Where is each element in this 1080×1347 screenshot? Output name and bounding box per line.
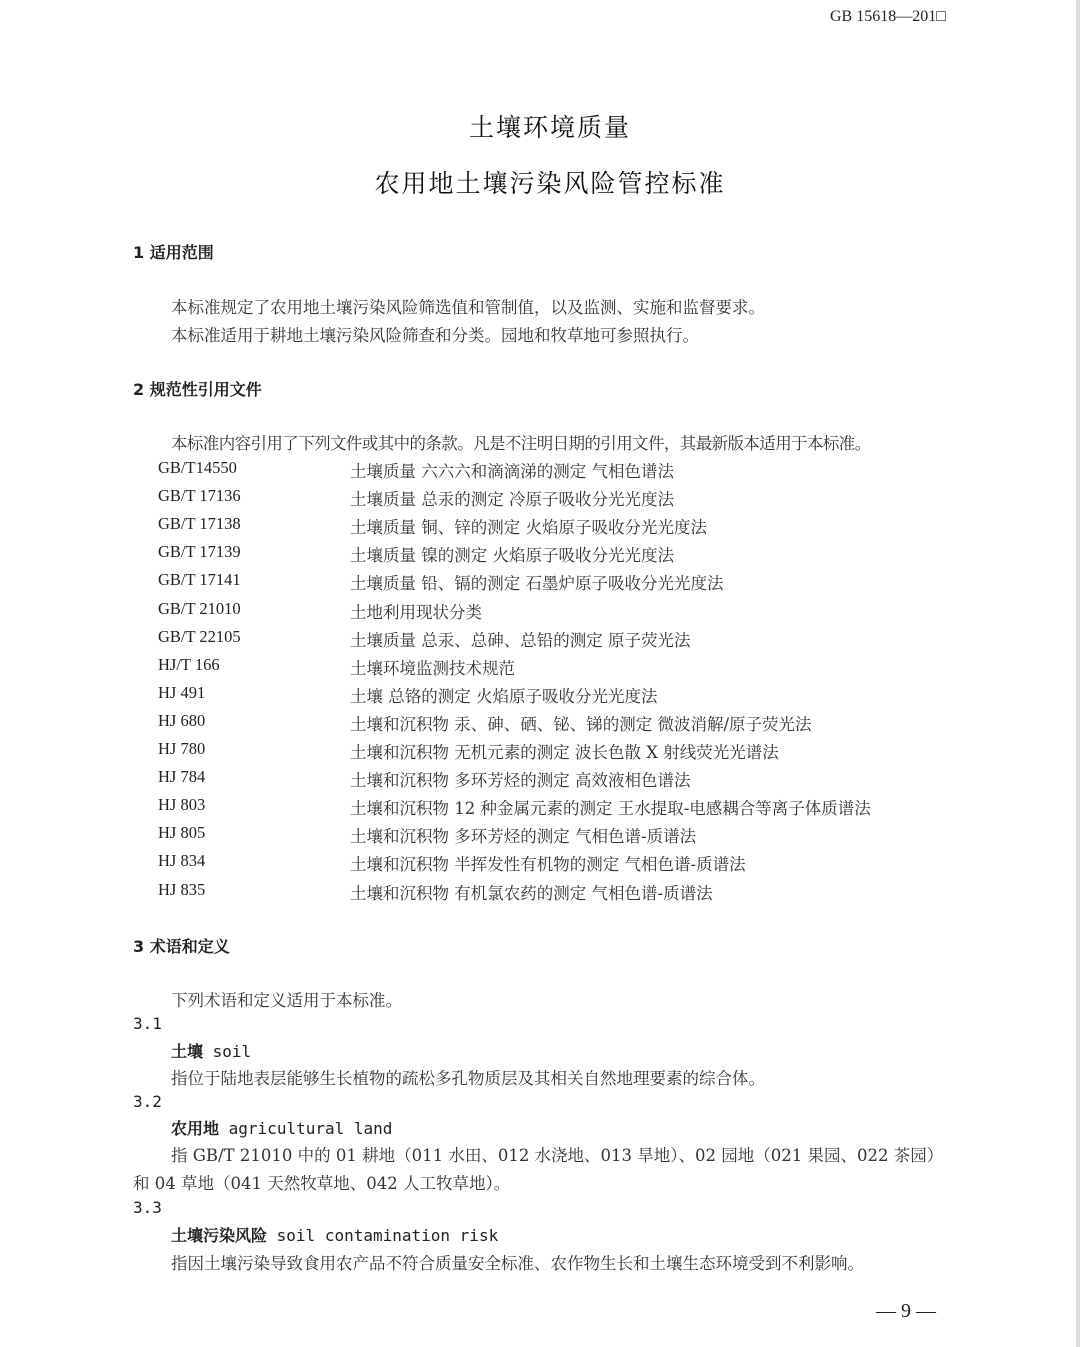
reference-title: 土壤质量 镍的测定 火焰原子吸收分光光度法 xyxy=(350,546,674,566)
term-definition: 指 GB/T 21010 中的 01 耕地（011 水田、012 水浇地、013 旱地）、02 园地（021 果园、022 茶园） xyxy=(171,1146,944,1165)
reference-title: 土壤和沉积物 多环芳烃的测定 气相色谱-质谱法 xyxy=(350,827,697,847)
paragraph: 下列术语和定义适用于本标准。 xyxy=(171,991,402,1010)
reference-title: 土壤质量 铜、锌的测定 火焰原子吸收分光光度法 xyxy=(350,518,707,538)
term-definition: 和 04 草地（041 天然牧草地、042 人工牧草地）。 xyxy=(133,1174,511,1193)
reference-code: HJ 834 xyxy=(158,851,206,871)
term-definition: 指因土壤污染导致食用农产品不符合质量安全标准、农作物生长和土壤生态环境受到不利影响。 xyxy=(171,1254,864,1273)
paragraph: 本标准内容引用了下列文件或其中的条款。凡是不注明日期的引用文件，其最新版本适用于本标准。 xyxy=(171,434,871,453)
reference-title: 土壤质量 总汞的测定 冷原子吸收分光光度法 xyxy=(350,490,674,510)
reference-code: GB/T 17136 xyxy=(158,486,241,506)
reference-title: 土壤质量 六六六和滴滴涕的测定 气相色谱法 xyxy=(350,462,674,481)
reference-code: HJ 803 xyxy=(158,795,206,815)
reference-title: 土壤环境监测技术规范 xyxy=(350,658,515,678)
paragraph: 本标准规定了农用地土壤污染风险筛选值和管制值，以及监测、实施和监督要求。 xyxy=(171,298,765,317)
reference-title: 土壤和沉积物 有机氯农药的测定 气相色谱-质谱法 xyxy=(350,883,713,903)
reference-code: GB/T 22105 xyxy=(158,626,241,646)
reference-code: HJ 805 xyxy=(158,823,206,843)
term-heading: 农用地 agricultural land xyxy=(171,1119,393,1138)
standard-number: GB 15618—201□ xyxy=(830,8,946,25)
reference-code: HJ/T 166 xyxy=(158,654,220,674)
reference-code: HJ 784 xyxy=(158,767,206,787)
doc-title: 土壤环境质量 xyxy=(468,113,631,142)
reference-code: GB/T 17139 xyxy=(158,542,241,562)
reference-title: 土壤质量 总汞、总砷、总铅的测定 原子荧光法 xyxy=(350,630,691,650)
reference-code: HJ 491 xyxy=(158,682,206,702)
term-heading: 土壤污染风险 soil contamination risk xyxy=(171,1226,499,1245)
reference-title: 土壤和沉积物 12 种金属元素的测定 王水提取-电感耦合等离子体质谱法 xyxy=(350,799,871,819)
reference-title: 土壤和沉积物 汞、砷、硒、铋、锑的测定 微波消解/原子荧光法 xyxy=(350,714,812,734)
reference-title: 土壤质量 铅、镉的测定 石墨炉原子吸收分光光度法 xyxy=(350,574,724,594)
term-number: 3.1 xyxy=(133,1014,162,1033)
term-number: 3.3 xyxy=(133,1198,162,1217)
reference-code: HJ 680 xyxy=(158,710,206,730)
doc-subtitle: 农用地土壤污染风险管控标准 xyxy=(374,169,726,198)
reference-title: 土壤和沉积物 无机元素的测定 波长色散 X 射线荧光光谱法 xyxy=(350,743,779,762)
term-number: 3.2 xyxy=(133,1092,162,1111)
page-number: — 9 — xyxy=(876,1300,936,1322)
reference-title: 土壤和沉积物 多环芳烃的测定 高效液相色谱法 xyxy=(350,771,691,791)
reference-code: GB/T 17141 xyxy=(158,570,241,590)
reference-title: 土壤和沉积物 半挥发性有机物的测定 气相色谱-质谱法 xyxy=(350,855,746,875)
term-definition: 指位于陆地表层能够生长植物的疏松多孔物质层及其相关自然地理要素的综合体。 xyxy=(171,1069,765,1088)
section-heading: 3 术语和定义 xyxy=(133,937,230,956)
section-heading: 2 规范性引用文件 xyxy=(133,380,262,399)
reference-title: 土地利用现状分类 xyxy=(350,602,482,622)
reference-code: GB/T 17138 xyxy=(158,514,241,534)
term-heading: 土壤 soil xyxy=(171,1042,252,1061)
reference-code: GB/T14550 xyxy=(158,458,237,477)
reference-code: HJ 780 xyxy=(158,739,206,758)
page-edge xyxy=(1076,0,1080,1347)
section-heading: 1 适用范围 xyxy=(133,243,214,262)
reference-code: HJ 835 xyxy=(158,879,206,899)
paragraph: 本标准适用于耕地土壤污染风险筛查和分类。园地和牧草地可参照执行。 xyxy=(171,326,699,345)
reference-code: GB/T 21010 xyxy=(158,598,241,618)
reference-title: 土壤 总铬的测定 火焰原子吸收分光光度法 xyxy=(350,686,658,706)
